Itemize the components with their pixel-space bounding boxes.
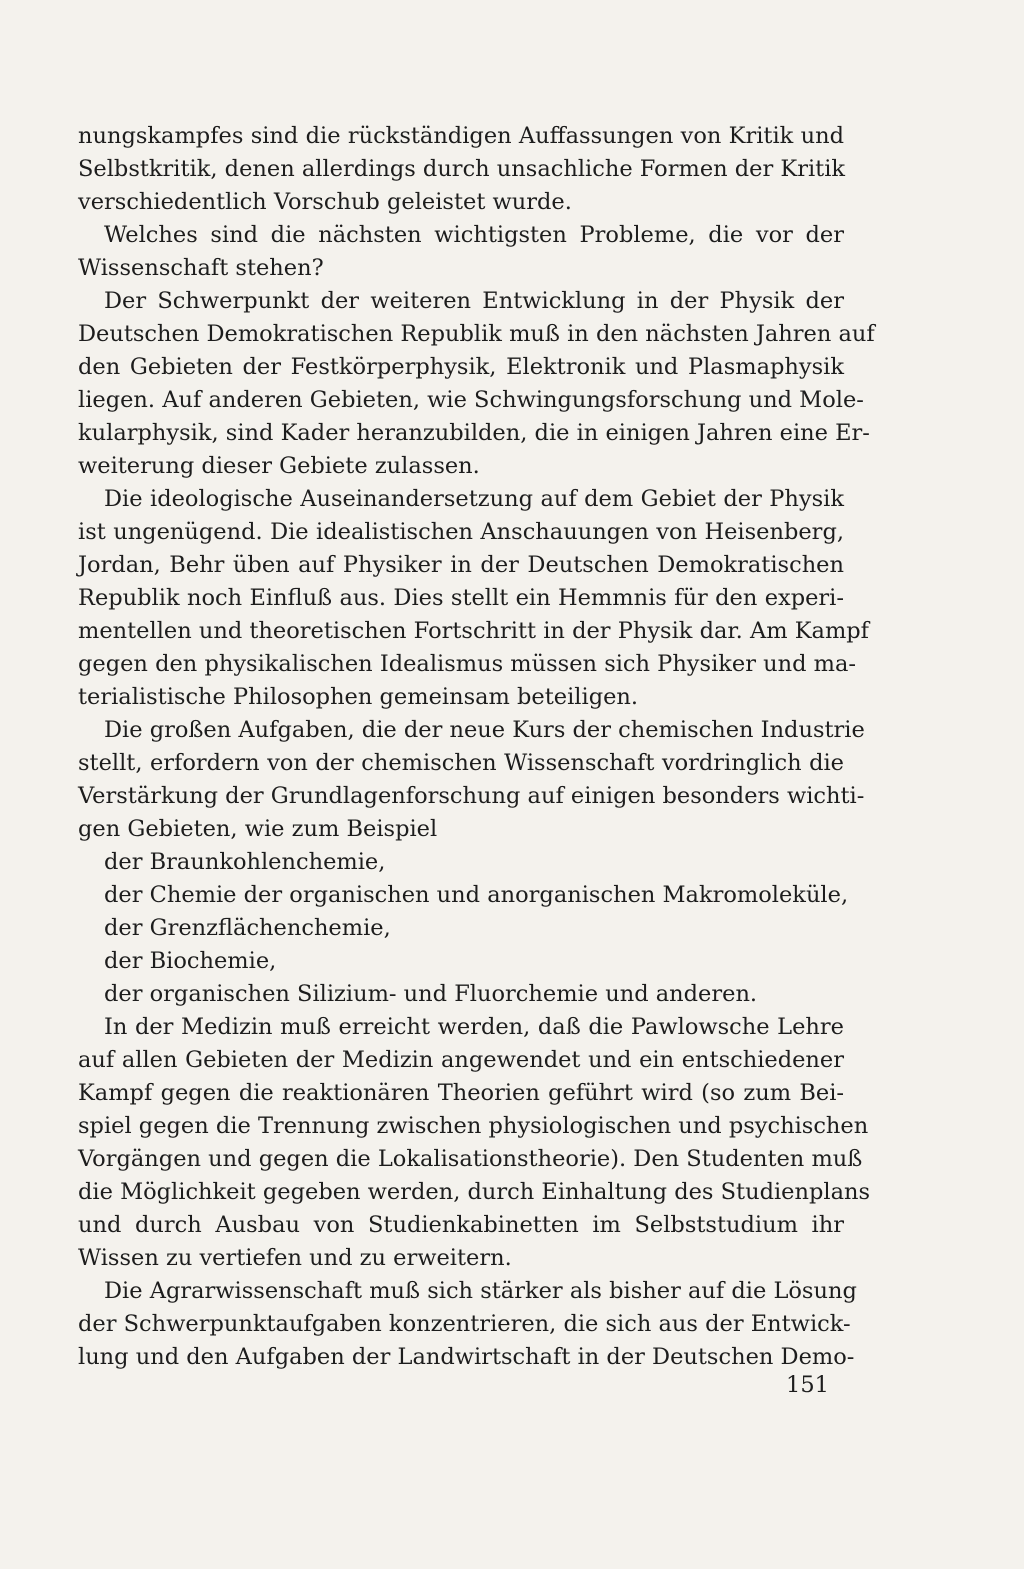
chemistry-topics-list: [78, 846, 849, 1011]
text-line: Wissen zu vertiefen und zu erweitern.: [78, 1245, 512, 1271]
paragraph-4: [78, 483, 870, 714]
list-item: der organischen Silizium- und Fluorchemie und anderen.: [104, 981, 758, 1007]
text-line: weiterung dieser Gebiete zulassen.: [78, 453, 480, 479]
text-line: Die Agrarwissenschaft muß sich stärker als bisher auf die Lösung: [104, 1278, 857, 1304]
text-line: liegen. Auf anderen Gebieten, wie Schwingungsforschung und Mole-: [78, 387, 864, 413]
list-item: der Biochemie,: [104, 948, 277, 974]
text-line: Vorgängen und gegen die Lokalisationstheorie). Den Studenten muß: [78, 1146, 863, 1172]
text-line: In der Medizin muß erreicht werden, daß die Pawlowsche Lehre: [104, 1014, 844, 1040]
text-line: terialistische Philosophen gemeinsam beteiligen.: [78, 684, 639, 710]
text-line: Republik noch Einfluß aus. Dies stellt ein Hemmnis für den experi-: [78, 585, 844, 611]
text-line: Deutschen Demokratischen Republik muß in den nächsten Jahren auf: [78, 321, 875, 347]
list-item: der Braunkohlenchemie,: [104, 849, 386, 875]
text-line: nungskampfes sind die rückständigen Auffassungen von Kritik und: [78, 123, 844, 149]
text-line: Selbstkritik, denen allerdings durch unsachliche Formen der Kritik: [78, 156, 846, 182]
text-line: Verstärkung der Grundlagenforschung auf einigen besonders wichti-: [78, 783, 865, 809]
text-line: gen Gebieten, wie zum Beispiel: [78, 816, 438, 842]
paragraph-5: [78, 714, 865, 846]
paragraph-7: [78, 1275, 857, 1374]
text-line: kularphysik, sind Kader heranzubilden, die in einigen Jahren eine Er-: [78, 420, 870, 446]
text-line: verschiedentlich Vorschub geleistet wurde.: [78, 189, 572, 215]
text-line: Kampf gegen die reaktionären Theorien geführt wird (so zum Bei-: [78, 1080, 844, 1106]
paragraph-3: [78, 285, 875, 483]
list-item: der Grenzflächenchemie,: [104, 915, 391, 941]
text-line: gegen den physikalischen Idealismus müssen sich Physiker und ma-: [78, 651, 857, 677]
text-line: Jordan, Behr üben auf Physiker in der Deutschen Demokratischen: [78, 552, 844, 578]
text-line: die Möglichkeit gegeben werden, durch Einhaltung des Studienplans: [78, 1179, 871, 1205]
body-text: [78, 120, 875, 1374]
text-line: den Gebieten der Festkörperphysik, Elektronik und Plasmaphysik: [78, 354, 844, 380]
text-line: Die ideologische Auseinandersetzung auf dem Gebiet der Physik: [104, 486, 844, 512]
paragraph-1: [78, 120, 844, 219]
text-line: auf allen Gebieten der Medizin angewendet und ein entschiedener: [78, 1047, 844, 1073]
text-line: Der Schwerpunkt der weiteren Entwicklung in der Physik der: [104, 288, 844, 314]
paragraph-6: [78, 1011, 871, 1275]
page-number: 151: [786, 1372, 829, 1398]
text-line: Welches sind die nächsten wichtigsten Probleme, die vor der: [104, 222, 844, 248]
text-line: Wissenschaft stehen?: [78, 255, 324, 281]
text-line: der Schwerpunktaufgaben konzentrieren, die sich aus der Entwick-: [78, 1311, 851, 1337]
paragraph-2: [78, 219, 844, 285]
text-line: stellt, erfordern von der chemischen Wissenschaft vordringlich die: [78, 750, 844, 776]
text-line: mentellen und theoretischen Fortschritt in der Physik dar. Am Kampf: [78, 618, 870, 644]
text-line: und durch Ausbau von Studienkabinetten im Selbststudium ihr: [78, 1212, 844, 1238]
text-line: ist ungenügend. Die idealistischen Anschauungen von Heisenberg,: [78, 519, 844, 545]
list-item: der Chemie der organischen und anorganischen Makromoleküle,: [104, 882, 849, 908]
text-line: lung und den Aufgaben der Landwirtschaft in der Deutschen Demo-: [78, 1344, 855, 1370]
text-line: Die großen Aufgaben, die der neue Kurs der chemischen Industrie: [104, 717, 865, 743]
text-line: spiel gegen die Trennung zwischen physiologischen und psychischen: [78, 1113, 869, 1139]
